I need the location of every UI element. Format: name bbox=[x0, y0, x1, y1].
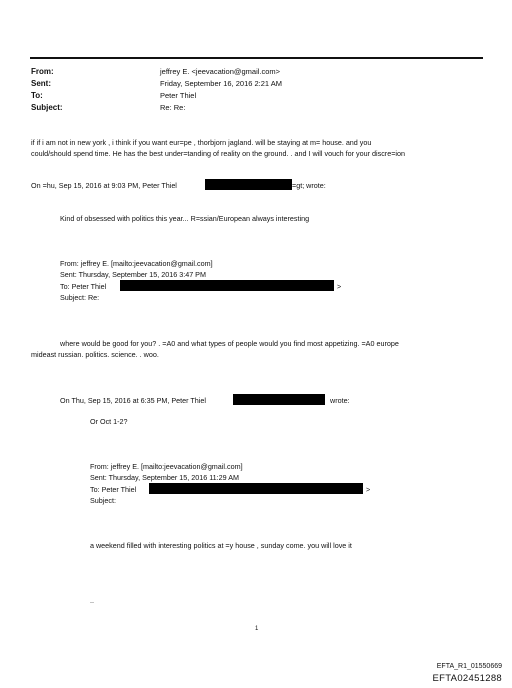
sent-label: Sent: bbox=[31, 79, 51, 88]
subject-label: Subject: bbox=[31, 103, 63, 112]
from-label: From: bbox=[31, 67, 54, 76]
from-value: jeffrey E. <jeevacation@gmail.com> bbox=[160, 67, 281, 76]
bates-number-1: EFTA_R1_01550669 bbox=[436, 663, 502, 670]
redaction-block bbox=[233, 394, 325, 405]
forward2-sent: Sent: Thursday, September 15, 2016 11:29 AM bbox=[90, 473, 240, 482]
page-number: 1 bbox=[255, 626, 259, 632]
forward1-subject: Subject: Re: bbox=[60, 293, 100, 302]
forward1-sent: Sent: Thursday, September 15, 2016 3:47 PM bbox=[60, 270, 206, 279]
forward1-to-end: > bbox=[337, 282, 342, 291]
subject-value: Re: Re: bbox=[160, 103, 186, 112]
forward1-text-1: where would be good for you? . =A0 and what types of people would you find most appetizing. =A0 europe bbox=[60, 339, 399, 348]
bates-number-2: EFTA02451288 bbox=[432, 673, 502, 684]
forward2-to: To: Peter Thiel bbox=[90, 485, 137, 494]
forward1-from: From: jeffrey E. [mailto:jeevacation@gmail.com] bbox=[60, 259, 213, 268]
forward2-to-end: > bbox=[366, 485, 371, 494]
quote1-wrote: =gt; wrote: bbox=[292, 181, 326, 190]
forward2-ellipsis: .. bbox=[90, 596, 94, 605]
redaction-block bbox=[205, 179, 292, 190]
message-line-1: if if i am not in new york , i think if you want eur=pe , thorbjorn jagland. will be staying at m= house. and you bbox=[31, 138, 372, 147]
forward1-text-2: mideast russian. politics. science. . woo. bbox=[31, 350, 159, 359]
forward1-to: To: Peter Thiel bbox=[60, 282, 107, 291]
redaction-block bbox=[120, 280, 334, 291]
forward2-subject: Subject: bbox=[90, 496, 116, 505]
quote2-on-line: On Thu, Sep 15, 2016 at 6:35 PM, Peter Thiel bbox=[60, 396, 206, 405]
sent-value: Friday, September 16, 2016 2:21 AM bbox=[160, 79, 283, 88]
quote1-text: Kind of obsessed with politics this year... R=ssian/European always interesting bbox=[60, 214, 310, 223]
quote2-text: Or Oct 1-2? bbox=[90, 417, 128, 426]
to-label: To: bbox=[31, 91, 43, 100]
forward2-text: a weekend filled with interesting politics at =y house , sunday come. you will love it bbox=[90, 541, 352, 550]
forward2-from: From: jeffrey E. [mailto:jeevacation@gmail.com] bbox=[90, 462, 243, 471]
redaction-block bbox=[149, 483, 363, 494]
to-value: Peter Thiel bbox=[160, 91, 197, 100]
header-rule bbox=[30, 57, 483, 59]
quote2-wrote: wrote: bbox=[330, 396, 350, 405]
quote1-on-line: On =hu, Sep 15, 2016 at 9:03 PM, Peter Thiel bbox=[31, 181, 177, 190]
message-line-2: could/should spend time. He has the best under=tanding of reality on the ground. . and I will vouch for your discre=ion bbox=[31, 149, 405, 158]
